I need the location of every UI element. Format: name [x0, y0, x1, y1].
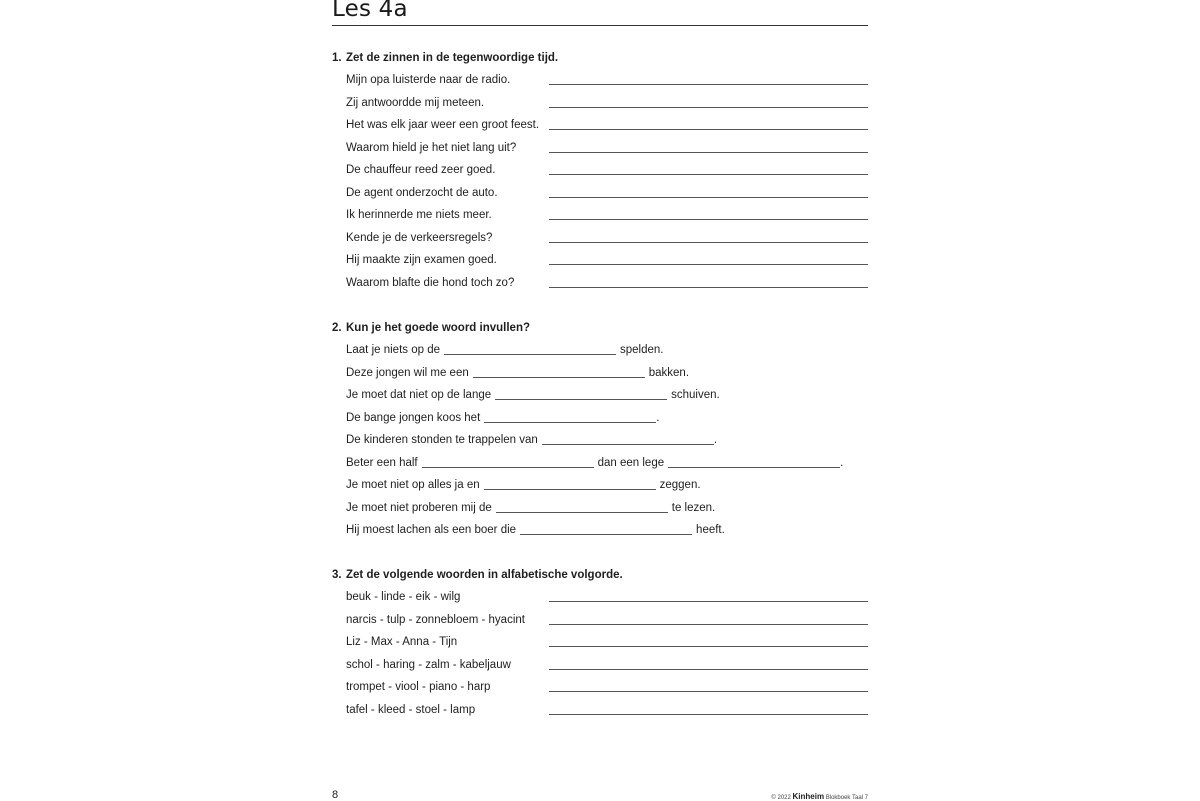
- word-list: trompet - viool - piano - harp: [346, 681, 491, 693]
- fill-in-blank[interactable]: [496, 502, 668, 513]
- sentence-end: .: [713, 434, 718, 446]
- exercise-3-row: [332, 636, 868, 658]
- exercise-1-row: [332, 187, 868, 209]
- exercise-2-heading: [332, 322, 530, 334]
- answer-line[interactable]: [549, 152, 868, 153]
- exercise-3-heading: [332, 569, 623, 581]
- answer-line[interactable]: [549, 107, 868, 108]
- sentence: Kende je de verkeersregels?: [346, 232, 493, 244]
- sentence-end: bakken.: [648, 367, 690, 379]
- sentence-start: Beter een half: [346, 457, 418, 469]
- answer-line[interactable]: [549, 219, 868, 220]
- sentence: Hij maakte zijn examen goed.: [346, 254, 497, 266]
- sentence-end: schuiven.: [671, 389, 720, 401]
- exercise-3-row: [332, 681, 868, 703]
- word-list: Liz - Max - Anna - Tijn: [346, 636, 458, 648]
- answer-line[interactable]: [549, 174, 868, 175]
- fill-in-blank[interactable]: [495, 389, 667, 400]
- exercise-1-row: [332, 254, 868, 276]
- exercise-3-row: [332, 659, 868, 681]
- exercise-1-row: [332, 232, 868, 254]
- answer-line[interactable]: [549, 714, 868, 715]
- fill-in-blank[interactable]: [668, 457, 840, 468]
- sentence-end: spelden.: [620, 344, 664, 356]
- exercise-1-row: [332, 209, 868, 231]
- exercise-1-row: [332, 142, 868, 164]
- word-list: schol - haring - zalm - kabeljauw: [346, 659, 511, 671]
- title-divider: [332, 25, 868, 26]
- exercise-1-heading: [332, 52, 558, 64]
- sentence-start: Deze jongen wil me een: [346, 367, 469, 379]
- sentence: De agent onderzocht de auto.: [346, 187, 498, 199]
- fill-in-blank[interactable]: [444, 344, 616, 355]
- exercise-2-row: [332, 344, 868, 366]
- sentence-end: .: [840, 457, 844, 469]
- page-title: Les 4a: [332, 0, 408, 22]
- sentence-start: Laat je niets op de: [346, 344, 440, 356]
- fill-in-blank[interactable]: [484, 412, 656, 423]
- sentence-start: Je moet niet proberen mij de: [346, 502, 492, 514]
- page-number: 8: [332, 789, 339, 801]
- exercise-2-row: [332, 412, 868, 434]
- sentence: Zij antwoordde mij meteen.: [346, 97, 485, 109]
- sentence: Waarom blafte die hond toch zo?: [346, 277, 515, 289]
- copyright-year: © 2022: [771, 795, 791, 801]
- sentence-start: De kinderen stonden te trappelen van: [346, 434, 538, 446]
- exercise-3-row: [332, 614, 868, 636]
- exercise-3-row: [332, 704, 868, 726]
- sentence: Ik herinnerde me niets meer.: [346, 209, 492, 221]
- exercise-2-row: [332, 457, 868, 479]
- exercise-1-row: [332, 164, 868, 186]
- sentence-end: zeggen.: [659, 479, 701, 491]
- exercise-2-row: [332, 367, 868, 389]
- sentence-start: Je moet dat niet op de lange: [346, 389, 492, 401]
- answer-line[interactable]: [549, 197, 868, 198]
- exercise-1-number: 1.: [332, 52, 342, 64]
- sentence-start: De bange jongen koos het: [346, 412, 481, 424]
- sentence-end: .: [656, 412, 660, 424]
- exercise-2-row: [332, 524, 868, 546]
- fill-in-blank[interactable]: [422, 457, 594, 468]
- sentence: Het was elk jaar weer een groot feest.: [346, 119, 540, 131]
- answer-line[interactable]: [549, 624, 868, 625]
- fill-in-blank[interactable]: [520, 524, 692, 535]
- sentence-start: Je moet niet op alles ja en: [346, 479, 480, 491]
- answer-line[interactable]: [549, 646, 868, 647]
- answer-line[interactable]: [549, 691, 868, 692]
- publisher-name: Kinheim: [792, 792, 825, 801]
- answer-line[interactable]: [549, 264, 868, 265]
- exercise-3-instruction: Zet de volgende woorden in alfabetische volgorde.: [346, 569, 623, 581]
- sentence-end: te lezen.: [671, 502, 716, 514]
- answer-line[interactable]: [549, 242, 868, 243]
- answer-line[interactable]: [549, 669, 868, 670]
- sentence-end: heeft.: [696, 524, 725, 536]
- exercise-1-instruction: Zet de zinnen in de tegenwoordige tijd.: [346, 52, 559, 64]
- fill-in-blank[interactable]: [484, 479, 656, 490]
- answer-line[interactable]: [549, 84, 868, 85]
- exercise-1-row: [332, 97, 868, 119]
- word-list: tafel - kleed - stoel - lamp: [346, 704, 476, 716]
- answer-line[interactable]: [549, 287, 868, 288]
- exercise-2-row: [332, 479, 868, 501]
- book-title: Blokboek Taal 7: [825, 795, 868, 801]
- exercise-3-row: [332, 591, 868, 613]
- answer-line[interactable]: [549, 129, 868, 130]
- worksheet-page: [332, 0, 868, 800]
- exercise-3-number: 3.: [332, 569, 342, 581]
- sentence-middle: dan een lege: [597, 457, 665, 469]
- exercise-2-row: [332, 502, 868, 524]
- exercise-2-row: [332, 434, 868, 456]
- exercise-1-row: [332, 119, 868, 141]
- exercise-2-number: 2.: [332, 322, 342, 334]
- exercise-1-row: [332, 277, 868, 299]
- exercise-1-row: [332, 74, 868, 96]
- sentence-start: Hij moest lachen als een boer die: [346, 524, 517, 536]
- fill-in-blank[interactable]: [542, 434, 714, 445]
- exercise-2-row: [332, 389, 868, 411]
- answer-line[interactable]: [549, 601, 868, 602]
- word-list: beuk - linde - eik - wilg: [346, 591, 461, 603]
- word-list: narcis - tulp - zonnebloem - hyacint: [346, 614, 525, 626]
- sentence: Waarom hield je het niet lang uit?: [346, 142, 517, 154]
- exercise-2-instruction: Kun je het goede woord invullen?: [346, 322, 531, 334]
- sentence: Mijn opa luisterde naar de radio.: [346, 74, 511, 86]
- fill-in-blank[interactable]: [473, 367, 645, 378]
- sentence: De chauffeur reed zeer goed.: [346, 164, 496, 176]
